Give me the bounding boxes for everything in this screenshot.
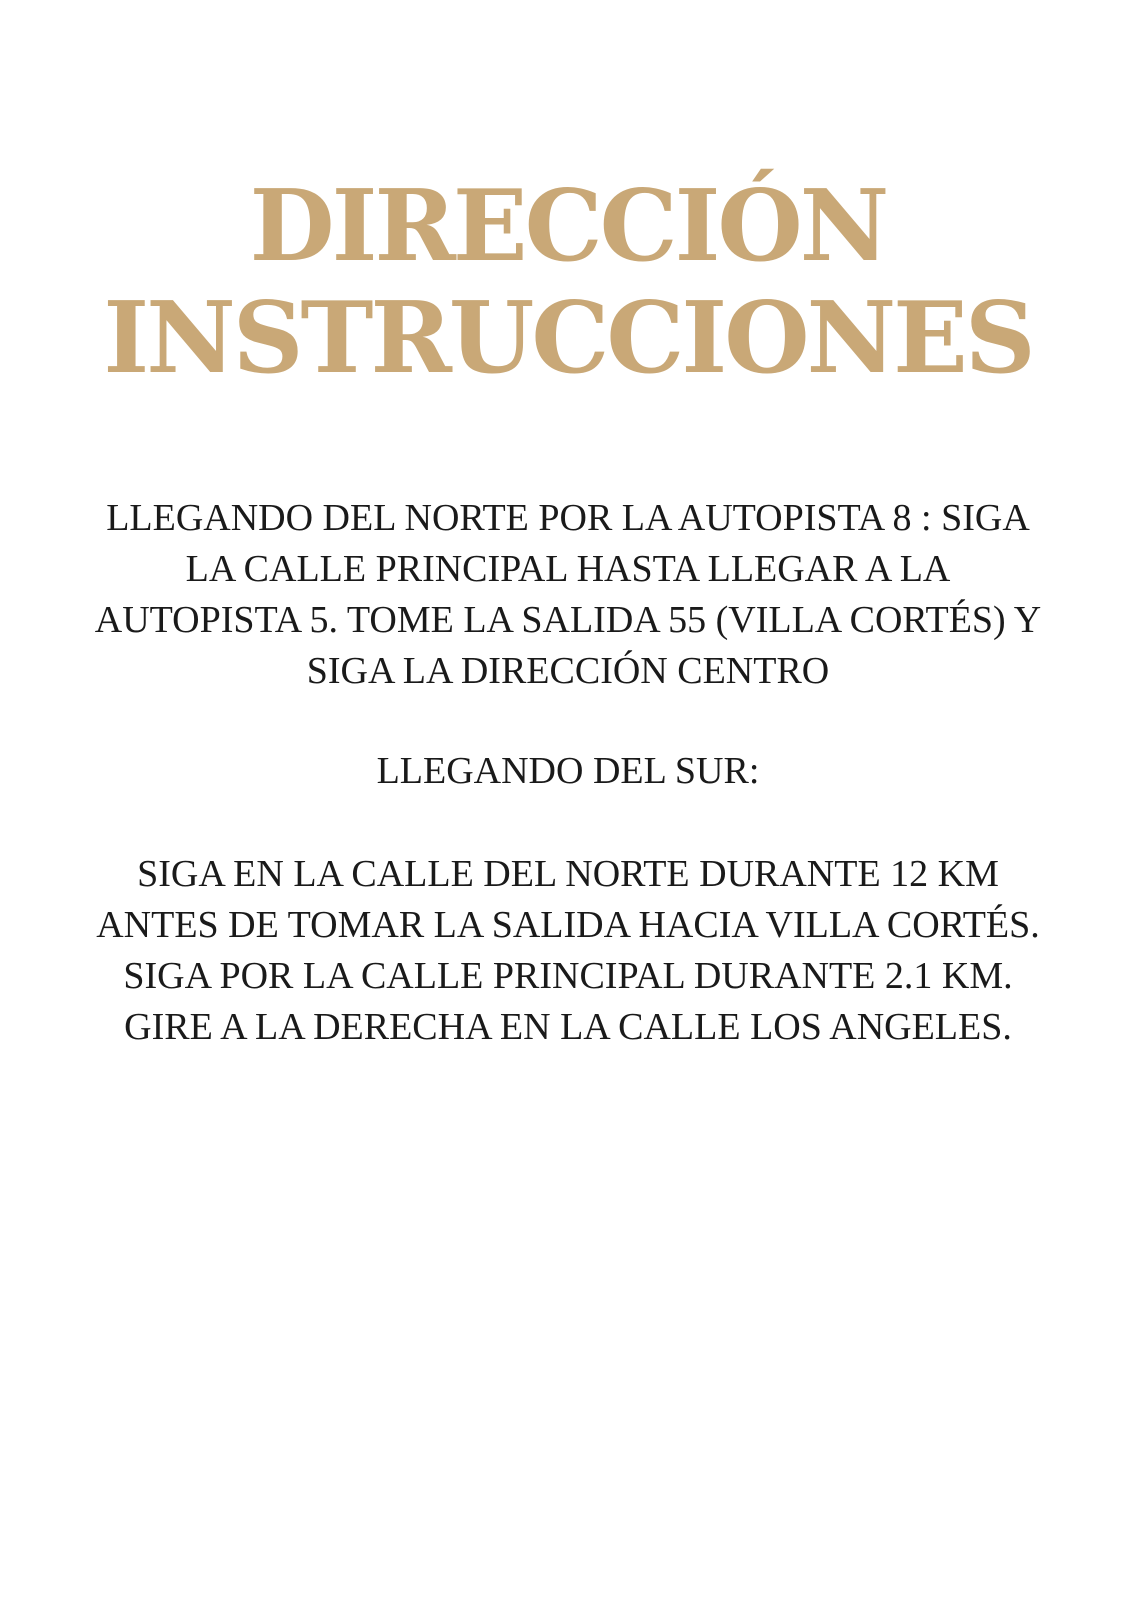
north-directions-text: LLEGANDO DEL NORTE POR LA AUTOPISTA 8 : SIGA LA CALLE PRINCIPAL HASTA LLEGAR A LA AUTOPISTA 5. TOME LA SALIDA 55 (VILLA CORTÉS) Y SIGA LA DIRECCIÓN CENTRO — [94, 497, 1042, 692]
south-directions-text: SIGA EN LA CALLE DEL NORTE DURANTE 12 KM ANTES DE TOMAR LA SALIDA HACIA VILLA CORTÉS. SIGA POR LA CALLE PRINCIPAL DURANTE 2.1 KM. GIRE A LA DERECHA EN LA CALLE LOS ANGELES. — [96, 853, 1040, 1048]
page-title-line-1: DIRECCIÓN — [249, 169, 887, 284]
south-heading: LLEGANDO DEL SUR: — [376, 750, 760, 792]
page-title-line-2: INSTRUCCIONES — [103, 281, 1033, 396]
